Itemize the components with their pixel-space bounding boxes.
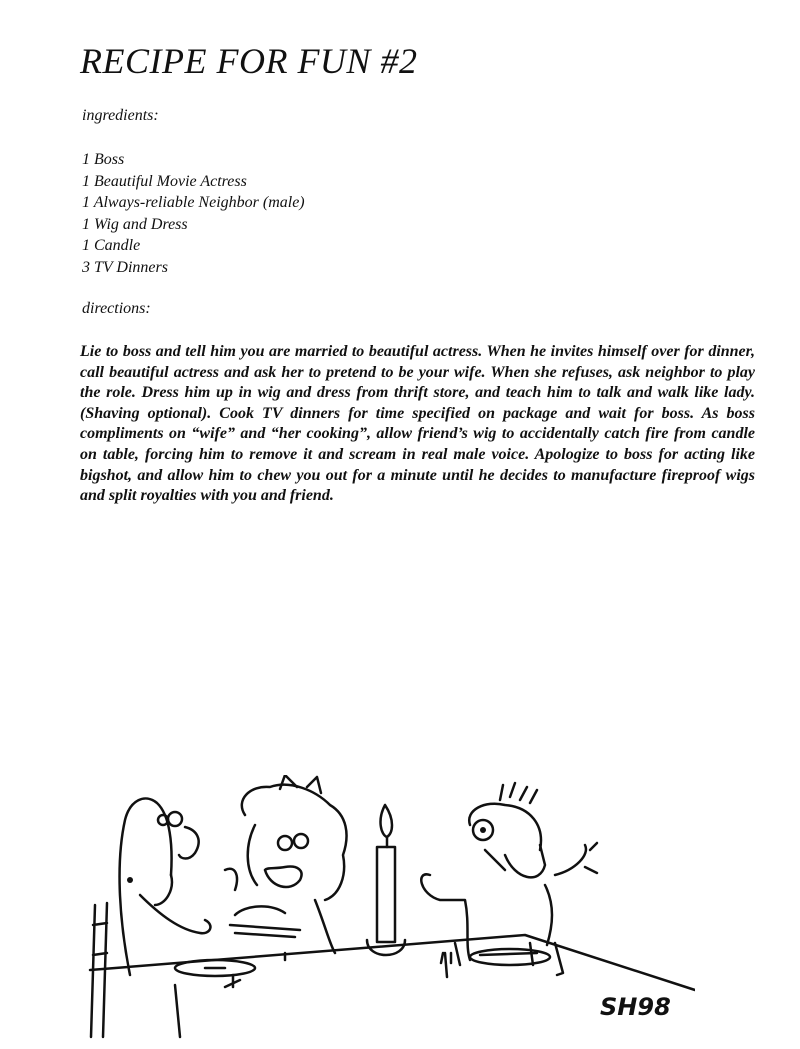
dinner-cartoon-illustration xyxy=(85,775,695,1040)
artist-signature: SH98 xyxy=(600,993,671,1021)
ingredient-item: 1 Candle xyxy=(82,237,141,254)
plates-illustration xyxy=(175,943,563,987)
ingredient-item: 1 Always-reliable Neighbor (male) xyxy=(82,194,305,211)
page-title: RECIPE FOR FUN #2 xyxy=(80,41,418,81)
directions-label: directions: xyxy=(82,300,151,317)
neighbor-in-wig-figure xyxy=(225,775,347,953)
table-illustration xyxy=(90,935,695,1037)
ingredient-item: 1 Boss xyxy=(82,151,125,168)
host-figure xyxy=(421,783,597,965)
ingredient-item: 1 Beautiful Movie Actress xyxy=(82,172,247,190)
ingredients-list xyxy=(82,149,305,278)
candle-illustration xyxy=(367,805,405,955)
ingredient-item: 1 Wig and Dress xyxy=(82,215,188,233)
ingredients-label: ingredients: xyxy=(82,107,159,124)
boss-figure xyxy=(120,798,211,975)
ingredient-item: 3 TV Dinners xyxy=(82,258,168,276)
directions-text: Lie to boss and tell him you are married to beautiful actress. When he invites himself over for dinner, call beautiful actress and ask her to pretend to be your wife. When she refuses, ask neighbor to play the role. Dress him up in wig and dress from thrift store, and teach him to talk and walk like lady. (Shaving optional). Cook TV dinners for time specified on package and wait for boss. As boss compliments on “wife” and “her cooking”, allow friend’s wig to accidentally catch fire from candle on table, forcing him to remove it and scream in real male voice. Apologize to boss for acting like bigshot, and allow him to chew you out for a minute until he decides to manufacture fireproof wigs and split royalties with you and friend. xyxy=(80,343,755,505)
